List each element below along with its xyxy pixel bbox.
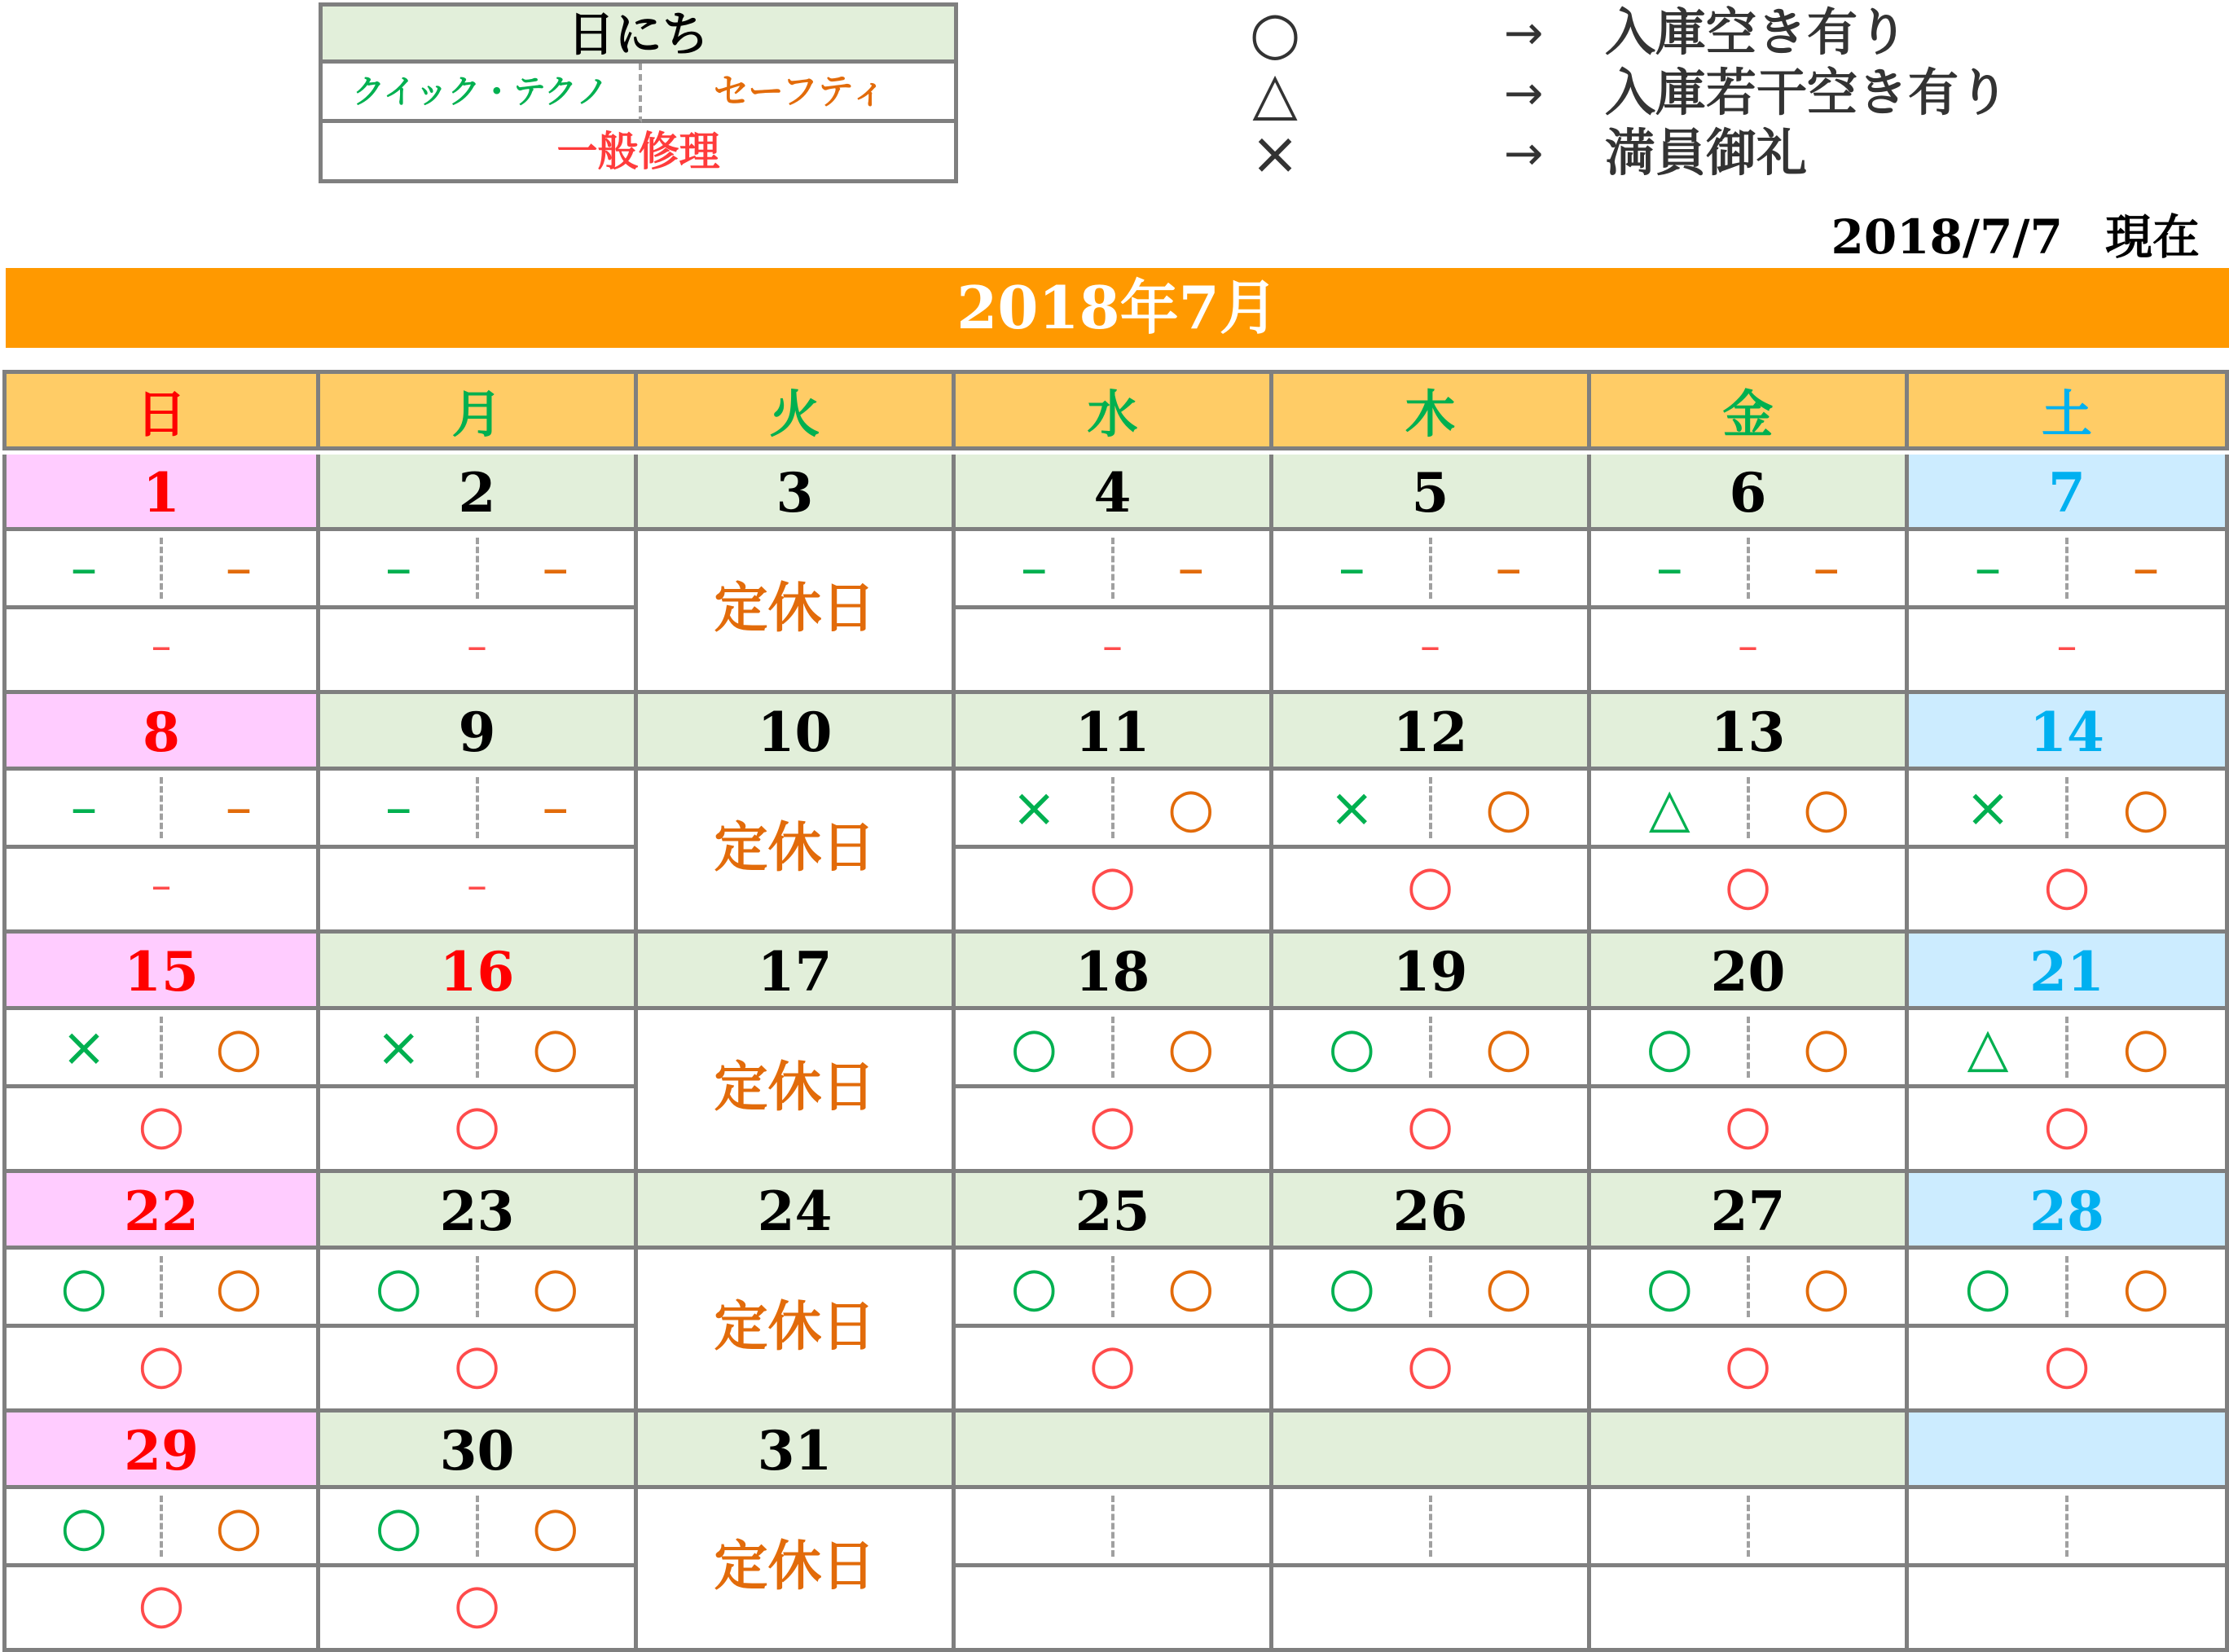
legend-right-label: セーフティ [642,64,958,123]
general-repair-status: – [151,862,172,909]
day-number [956,1413,1269,1489]
calendar-day-cell[interactable] [1273,934,1591,1173]
day-number: 2 [320,455,634,531]
symbol-legend-row [1238,59,2134,127]
safety-status: ○ [215,1255,262,1318]
day-number: 24 [638,1173,952,1250]
day-number: 29 [7,1413,316,1489]
quick-techno-status: ○ [375,1255,423,1318]
status-upper-row [7,1250,316,1328]
safety-status: ○ [1167,776,1215,839]
status-upper-row [1273,771,1587,849]
calendar-day-cell[interactable] [638,1173,956,1413]
quick-techno-status: – [385,537,412,600]
safety-status: – [2132,537,2160,600]
status-upper-row [7,1489,316,1567]
safety-status: – [225,537,253,600]
circle-symbol-icon: ○ [1249,0,1301,67]
safety-status: – [1813,537,1840,600]
day-number: 7 [1909,455,2225,531]
calendar-day-cell[interactable] [1591,1413,1909,1652]
quick-techno-status: – [1655,537,1683,600]
general-repair-status [1591,1567,1905,1643]
safety-status: ○ [215,1016,262,1079]
safety-status [2067,1489,2225,1563]
calendar-day-cell[interactable] [1909,934,2229,1173]
quick-techno-status [956,1489,1113,1563]
closed-day-label: 定休日 [638,771,952,925]
quick-techno-status: – [1020,537,1048,600]
quick-techno-status: × [1965,776,2011,839]
general-repair-status: ○ [453,1333,501,1395]
calendar-day-cell[interactable] [956,1173,1273,1413]
calendar-day-cell[interactable] [1909,455,2229,694]
general-repair-status: ○ [138,1572,185,1635]
quick-techno-status: ○ [1010,1016,1058,1079]
quick-techno-status: × [1011,776,1057,839]
weekday-header: 土 [1909,370,2229,450]
calendar-day-cell[interactable] [1273,1413,1591,1652]
day-number: 19 [1273,934,1587,1010]
status-upper-row [1273,531,1587,609]
general-repair-status: ○ [1724,1093,1772,1156]
safety-status: – [542,776,569,839]
day-number: 27 [1591,1173,1905,1250]
calendar-day-cell[interactable] [320,934,638,1173]
status-upper-row [1909,531,2225,609]
day-number: 5 [1273,455,1587,531]
calendar-day-cell[interactable] [1591,694,1909,934]
general-repair-status: ○ [1088,854,1136,916]
day-number: 16 [320,934,634,1010]
safety-status: – [225,776,253,839]
weekday-header: 金 [1591,370,1909,450]
quick-techno-status: × [1329,776,1374,839]
safety-status: ○ [531,1255,579,1318]
calendar-day-cell[interactable] [320,1413,638,1652]
quick-techno-status [1591,1489,1748,1563]
safety-status: ○ [2122,776,2170,839]
day-number: 20 [1591,934,1905,1010]
calendar-day-cell[interactable] [956,934,1273,1173]
status-upper-row [1273,1250,1587,1328]
general-repair-status: – [1102,622,1123,670]
symbol-legend-row [1238,0,2134,67]
day-number [1591,1413,1905,1489]
symbol-description: 入庫空き有り [1605,2,1909,62]
general-repair-status: ○ [1406,854,1454,916]
status-upper-row [956,531,1269,609]
quick-techno-status: △ [1967,1016,2009,1079]
status-upper-row [1591,1010,1905,1088]
calendar-day-cell[interactable] [2,455,320,694]
weekday-header: 水 [956,370,1273,450]
safety-status: – [542,537,569,600]
general-repair-status: ○ [138,1333,185,1395]
cross-symbol-icon: × [1250,119,1300,187]
day-number: 21 [1909,934,2225,1010]
symbol-legend-row [1238,119,2134,187]
calendar-day-cell[interactable] [1909,694,2229,934]
general-repair-status: – [151,622,172,670]
quick-techno-status: ○ [1964,1255,2011,1318]
quick-techno-status: ○ [60,1255,108,1318]
general-repair-status: ○ [453,1093,501,1156]
status-upper-row [1909,1010,2225,1088]
quick-techno-status: ○ [60,1495,108,1558]
status-upper-row [320,531,634,609]
general-repair-status [956,1567,1269,1643]
legend-title: 日にち [323,7,954,64]
day-number [1909,1413,2225,1489]
status-upper-row [7,1010,316,1088]
weekday-header: 日 [2,370,320,450]
weekday-header: 木 [1273,370,1591,450]
status-upper-row [320,771,634,849]
status-upper-row [1591,1250,1905,1328]
safety-status: ○ [2122,1016,2170,1079]
calendar-day-cell[interactable] [1591,455,1909,694]
calendar-day-cell[interactable] [2,1413,320,1652]
day-number: 25 [956,1173,1269,1250]
general-repair-status: – [1738,622,1758,670]
calendar-day-cell[interactable] [1273,1173,1591,1413]
calendar-day-cell[interactable] [320,694,638,934]
calendar-day-cell[interactable] [638,934,956,1173]
quick-techno-status: △ [1648,776,1690,839]
quick-techno-status: ○ [375,1495,423,1558]
general-repair-status [1909,1567,2225,1643]
day-number: 4 [956,455,1269,531]
safety-status [1431,1489,1588,1563]
quick-techno-status: – [1338,537,1365,600]
quick-techno-status: ○ [1646,1255,1694,1318]
calendar-grid [2,370,2229,1652]
safety-status: ○ [1802,1016,1850,1079]
quick-techno-status: ○ [1328,1016,1376,1079]
month-title: 2018年7月 [6,268,2229,348]
safety-status [1113,1489,1270,1563]
calendar-day-cell[interactable] [956,694,1273,934]
calendar-day-cell[interactable] [1273,455,1591,694]
general-repair-status: ○ [1406,1333,1454,1395]
general-repair-status: ○ [453,1572,501,1635]
symbol-description: 満員御礼 [1605,123,1808,182]
safety-status: ○ [2122,1255,2170,1318]
arrow-right-icon: → [1503,65,1544,121]
status-upper-row [956,771,1269,849]
status-upper-row [1273,1489,1587,1567]
day-number: 30 [320,1413,634,1489]
calendar-day-cell[interactable] [320,455,638,694]
day-number: 14 [1909,694,2225,771]
calendar-day-cell[interactable] [638,455,956,694]
status-upper-row [1909,1250,2225,1328]
day-number: 28 [1909,1173,2225,1250]
quick-techno-status [1909,1489,2067,1563]
day-number: 15 [7,934,316,1010]
status-upper-row [320,1010,634,1088]
safety-status: ○ [1167,1016,1215,1079]
quick-techno-status: × [376,1016,421,1079]
general-repair-status: ○ [2043,1333,2091,1395]
safety-status: ○ [1484,1016,1532,1079]
status-upper-row [1909,771,2225,849]
safety-status: ○ [1484,776,1532,839]
day-number: 23 [320,1173,634,1250]
day-number [1273,1413,1587,1489]
safety-status: – [1495,537,1523,600]
quick-techno-status: × [61,1016,107,1079]
day-number: 17 [638,934,952,1010]
calendar-day-cell[interactable] [1273,694,1591,934]
general-repair-status: ○ [1088,1093,1136,1156]
general-repair-status: – [1420,622,1440,670]
closed-day-label: 定休日 [638,1489,952,1643]
triangle-symbol-icon: △ [1252,59,1298,127]
calendar-day-cell[interactable] [2,934,320,1173]
general-repair-status: ○ [1406,1093,1454,1156]
safety-status [1748,1489,1906,1563]
symbol-description: 入庫若干空き有り [1605,63,2010,122]
status-upper-row [1909,1489,2225,1567]
legend-box [319,2,958,183]
day-number: 9 [320,694,634,771]
day-number: 22 [7,1173,316,1250]
quick-techno-status: – [70,776,98,839]
quick-techno-status: – [70,537,98,600]
general-repair-status [1273,1567,1587,1643]
safety-status: ○ [1802,776,1850,839]
quick-techno-status: ○ [1328,1255,1376,1318]
status-upper-row [7,771,316,849]
calendar-day-cell[interactable] [956,1413,1273,1652]
general-repair-status: – [467,622,487,670]
day-number: 3 [638,455,952,531]
status-upper-row [1591,531,1905,609]
status-upper-row [1591,1489,1905,1567]
safety-status: ○ [1802,1255,1850,1318]
safety-status: ○ [531,1495,579,1558]
arrow-right-icon: → [1503,125,1544,181]
day-number: 18 [956,934,1269,1010]
day-number: 10 [638,694,952,771]
closed-day-label: 定休日 [638,1250,952,1404]
day-number: 31 [638,1413,952,1489]
calendar-day-cell[interactable] [1909,1173,2229,1413]
general-repair-status: – [2056,622,2077,670]
status-upper-row [320,1489,634,1567]
closed-day-label: 定休日 [638,1010,952,1164]
day-number: 13 [1591,694,1905,771]
status-upper-row [1591,771,1905,849]
day-number: 12 [1273,694,1587,771]
general-repair-status: ○ [138,1093,185,1156]
day-number: 26 [1273,1173,1587,1250]
quick-techno-status [1273,1489,1431,1563]
day-number: 1 [7,455,316,531]
legend-bottom-label: 一般修理 [556,128,720,175]
day-number: 6 [1591,455,1905,531]
quick-techno-status: – [385,776,412,839]
closed-day-label: 定休日 [638,531,952,685]
quick-techno-status: ○ [1646,1016,1694,1079]
calendar-day-cell[interactable] [956,455,1273,694]
safety-status: ○ [531,1016,579,1079]
weekday-header: 火 [638,370,956,450]
calendar-day-cell[interactable] [1909,1413,2229,1652]
calendar-day-cell[interactable] [1591,1173,1909,1413]
general-repair-status: ○ [2043,854,2091,916]
calendar-day-cell[interactable] [638,694,956,934]
calendar-day-cell[interactable] [1591,934,1909,1173]
status-upper-row [956,1010,1269,1088]
general-repair-status: ○ [1724,854,1772,916]
as-of-label: 現在 [2104,209,2200,265]
general-repair-status: ○ [1724,1333,1772,1395]
status-upper-row [7,531,316,609]
calendar-day-cell[interactable] [320,1173,638,1413]
safety-status: ○ [1167,1255,1215,1318]
safety-status: ○ [1484,1255,1532,1318]
general-repair-status: – [467,862,487,909]
status-upper-row [956,1489,1269,1567]
day-number: 8 [7,694,316,771]
legend-left-label: クイック・テクノ [323,64,642,123]
calendar-day-cell[interactable] [2,694,320,934]
status-upper-row [956,1250,1269,1328]
general-repair-status: ○ [2043,1093,2091,1156]
safety-status: ○ [215,1495,262,1558]
status-upper-row [1273,1010,1587,1088]
quick-techno-status: – [1974,537,2002,600]
as-of-date [1831,209,2200,266]
calendar-day-cell[interactable] [2,1173,320,1413]
as-of-date-value: 2018/7/7 [1831,209,2063,265]
safety-status: – [1177,537,1205,600]
day-number: 11 [956,694,1269,771]
general-repair-status: ○ [1088,1333,1136,1395]
status-upper-row [320,1250,634,1328]
calendar-day-cell[interactable] [638,1413,956,1652]
arrow-right-icon: → [1503,5,1544,60]
quick-techno-status: ○ [1010,1255,1058,1318]
weekday-header: 月 [320,370,638,450]
